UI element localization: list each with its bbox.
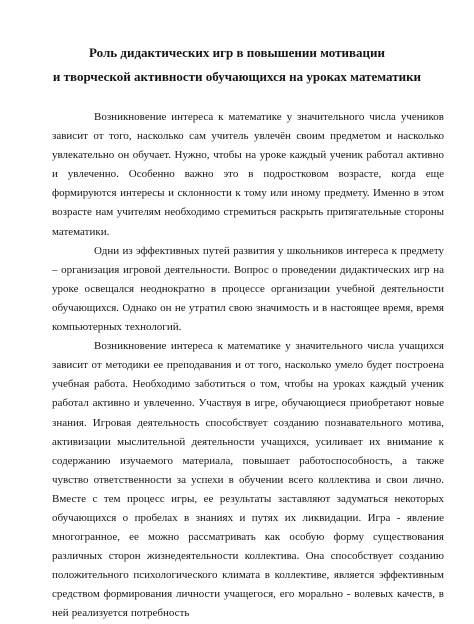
paragraph-2: Одни из эффективных путей развития у школьников интереса к предмету – организация игровой деятельности. Вопрос о проведении дидактических игр на уроке освещался неоднократно в процессе организации учебной деятельности обучающихся. Однако он не утратил свою значимость и в настоящее время, время компьютерных технологий. (52, 244, 444, 334)
paragraph-3: Возникновение интереса к математике у значительного числа учащихся зависит от методики ее преподавания и от того, насколько умело будет построена учебная работа. Необходимо заботиться о том, чтобы на уроках каждый ученик работал активно и увлеченно. Участвуя в игре, обучающиеся приобретают новые знания. Игровая деятельность способствует созданию познавательного мотива, активизации мыслительной деятельности учащихся, усиливает их внимание к содержанию изучаемого материала, повышает работоспособность, а также чувство ответственности за успехи в обучении всего коллектива и свои лично. Вместе с тем процесс игры, ее результаты заставляют задуматься некоторых обучающихся о пробелах в знаниях и путях их ликвидации. Игра - явление многогранное, ее можно рассматривать как особую форму существования различных сторон жизнедеятельности коллектива. Она способствует созданию положительного психологического климата в коллективе, является эффективным средством формирования личности учащегося, его морально - волевых качеств, в ней реализуется потребность (52, 340, 444, 620)
paragraph-1: Возникновение интереса к математике у значительного числа учеников зависит от того, насколько сам учитель увлечён своим предметом и насколько увлекательно он обучает. Нужно, чтобы на уроке каждый ученик работал активно и увлеченно. Особенно важно это в подростковом возрасте, когда еще формируются интересы и склонности к тому или иному предмету. Именно в этом возрасте нам учителям необходимо стремиться раскрыть притягательные стороны математики. (52, 111, 444, 238)
document-body (52, 108, 444, 624)
document-title-line-1: Роль дидактических игр в повышении мотивации (89, 45, 385, 60)
document-title-line-2: и творческой активности обучающихся на уроках математики (52, 69, 422, 84)
